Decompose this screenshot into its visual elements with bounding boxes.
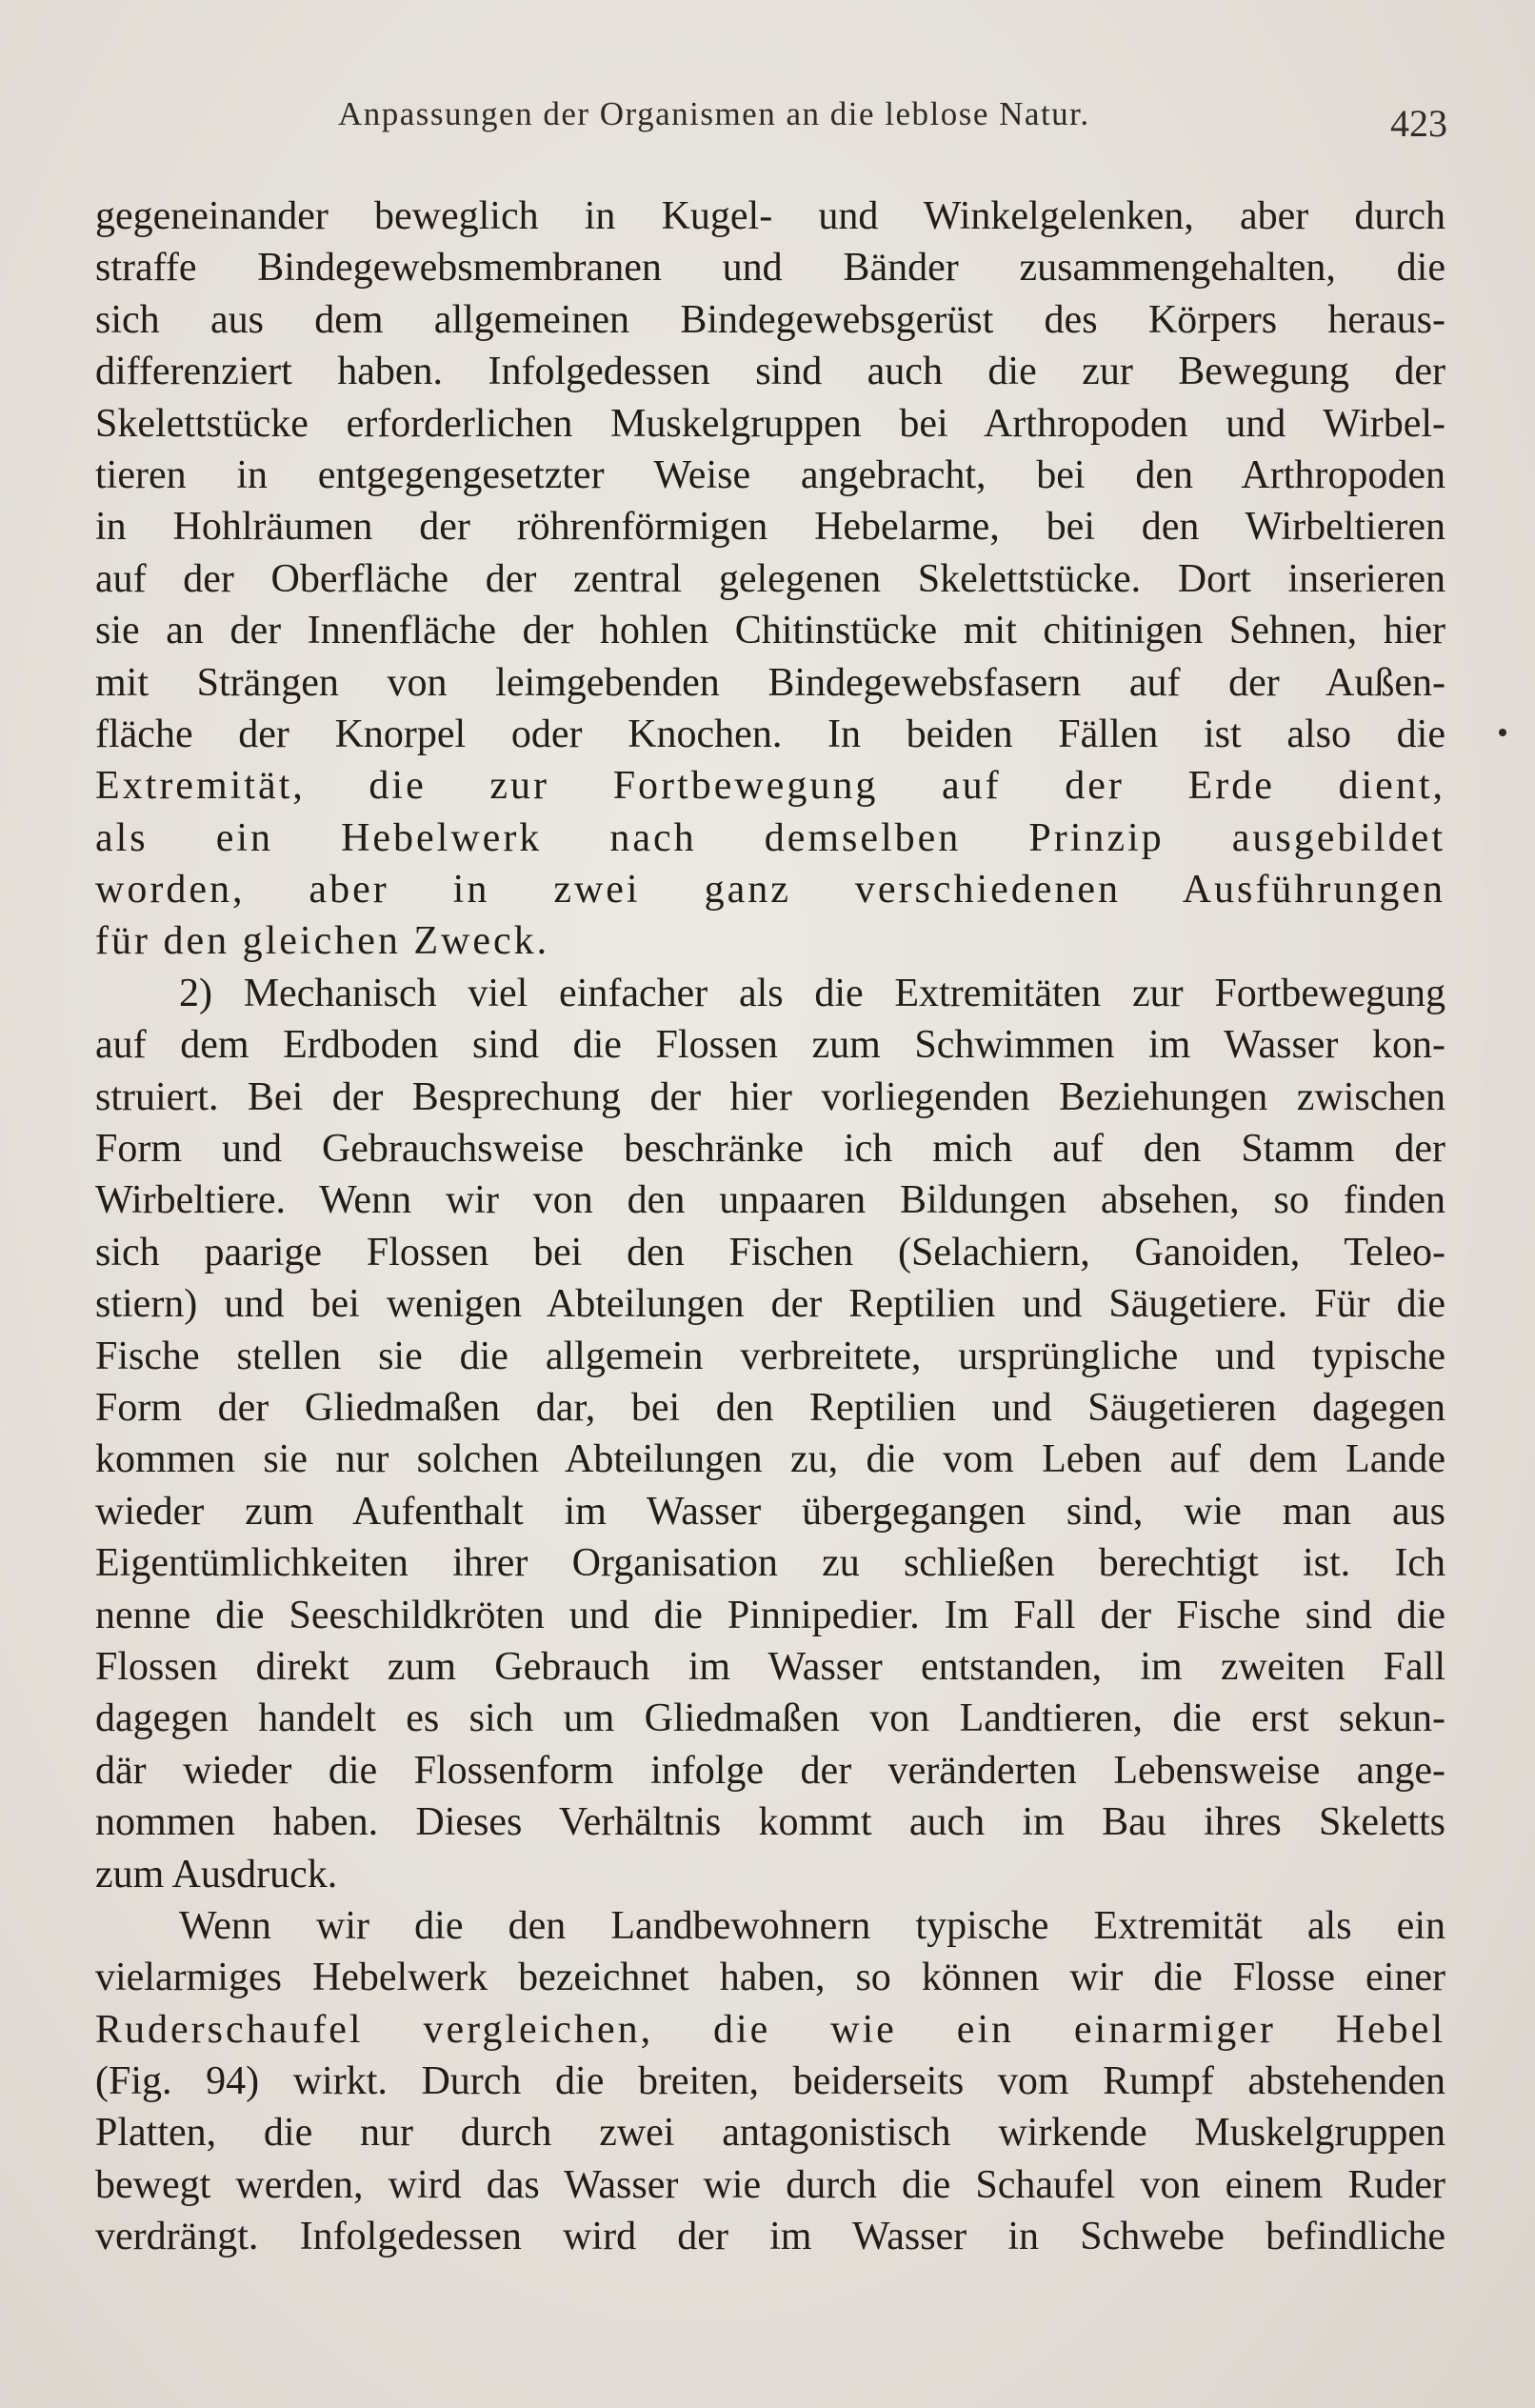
text-line: Wenn wir die den Landbewohnern typische Extremität als ein bbox=[179, 1903, 1445, 1948]
text-line: tieren in entgegengesetzter Weise angebracht, bei den Arthropoden bbox=[95, 452, 1445, 497]
text-line: gegeneinander beweglich in Kugel- und Winkelgelenken, aber durch bbox=[95, 194, 1445, 238]
text-line-spaced: als ein Hebelwerk nach demselben Prinzip ausgebildet bbox=[95, 815, 1445, 860]
text-line: sie an der Innenfläche der hohlen Chitinstücke mit chitinigen Sehnen, hier bbox=[95, 609, 1445, 653]
text-line: fläche der Knorpel oder Knochen. In beiden Fällen ist also die bbox=[95, 712, 1445, 756]
text-line: verdrängt. Infolgedessen wird der im Wasser in Schwebe befindliche bbox=[95, 2215, 1445, 2259]
text-line: struiert. Bei der Besprechung der hier vorliegenden Beziehungen zwischen bbox=[95, 1074, 1445, 1119]
text-line: bewegt werden, wird das Wasser wie durch die Schaufel von einem Ruder bbox=[95, 2162, 1445, 2207]
text-line: nenne die Seeschildkröten und die Pinnipedier. Im Fall der Fische sind die bbox=[95, 1593, 1445, 1637]
text-line: sich paarige Flossen bei den Fischen (Selachiern, Ganoiden, Teleo- bbox=[95, 1230, 1445, 1274]
text-line: nommen haben. Dieses Verhältnis kommt auch im Bau ihres Skeletts bbox=[95, 1800, 1445, 1845]
text-line-spaced: für den gleichen Zweck. bbox=[95, 919, 550, 964]
text-line: dagegen handelt es sich um Gliedmaßen von Landtieren, die erst sekun- bbox=[95, 1696, 1445, 1741]
margin-ink-dot bbox=[1499, 729, 1506, 736]
text-line: in Hohlräumen der röhrenförmigen Hebelarme, bei den Wirbeltieren bbox=[95, 505, 1445, 550]
running-head-title: Anpassungen der Organismen an die leblose Natur. bbox=[338, 95, 1090, 132]
text-line: Platten, die nur durch zwei antagonistisch wirkende Muskelgruppen bbox=[95, 2111, 1445, 2156]
text-line: Flossen direkt zum Gebrauch im Wasser entstanden, im zweiten Fall bbox=[95, 1644, 1445, 1689]
paragraph-3 bbox=[95, 1900, 1445, 2263]
text-line: wieder zum Aufenthalt im Wasser übergegangen sind, wie man aus bbox=[95, 1489, 1445, 1534]
text-line: Fische stellen sie die allgemein verbreitete, ursprüngliche und typische bbox=[95, 1334, 1445, 1378]
text-line: stiern) und bei wenigen Abteilungen der Reptilien und Säugetiere. Für die bbox=[95, 1282, 1445, 1327]
body-text bbox=[95, 191, 1445, 2263]
text-line: mit Strängen von leimgebenden Bindegewebsfasern auf der Außen- bbox=[95, 660, 1445, 705]
text-line: zum Ausdruck. bbox=[95, 1852, 338, 1896]
page-number: 423 bbox=[1390, 102, 1447, 145]
text-line: differenziert haben. Infolgedessen sind auch die zur Bewegung der bbox=[95, 350, 1445, 394]
text-line: Form und Gebrauchsweise beschränke ich mich auf den Stamm der bbox=[95, 1127, 1445, 1172]
paragraph-1 bbox=[95, 191, 1445, 968]
running-head bbox=[95, 95, 1447, 152]
text-line-spaced: worden, aber in zwei ganz verschiedenen Ausführungen bbox=[95, 868, 1445, 913]
text-line: där wieder die Flossenform infolge der veränderten Lebensweise ange- bbox=[95, 1748, 1445, 1793]
text-line: Skelettstücke erforderlichen Muskelgruppen bei Arthropoden und Wirbel- bbox=[95, 401, 1445, 446]
text-line: straffe Bindegewebsmembranen und Bänder zusammengehalten, die bbox=[95, 246, 1445, 291]
text-line: kommen sie nur solchen Abteilungen zu, die vom Leben auf dem Lande bbox=[95, 1437, 1445, 1482]
text-line-spaced: Extremität, die zur Fortbewegung auf der Erde dient, bbox=[95, 764, 1445, 809]
text-line: Eigentümlichkeiten ihrer Organisation zu schließen berechtigt ist. Ich bbox=[95, 1541, 1445, 1586]
text-line: sich aus dem allgemeinen Bindegewebsgerüst des Körpers heraus- bbox=[95, 297, 1445, 342]
paragraph-2 bbox=[95, 968, 1445, 1900]
text-line: auf der Oberfläche der zentral gelegenen Skelettstücke. Dort inserieren bbox=[95, 556, 1445, 601]
text-line: 2) Mechanisch viel einfacher als die Extremitäten zur Fortbewegung bbox=[179, 971, 1445, 1015]
text-line: vielarmiges Hebelwerk bezeichnet haben, so können wir die Flosse einer bbox=[95, 1956, 1445, 2000]
text-line-spaced: Ruderschaufel vergleichen, die wie ein einarmiger Hebel bbox=[95, 2007, 1445, 2052]
text-line: Wirbeltiere. Wenn wir von den unpaaren Bildungen absehen, so finden bbox=[95, 1178, 1445, 1223]
text-line: Form der Gliedmaßen dar, bei den Reptilien und Säugetieren dagegen bbox=[95, 1385, 1445, 1430]
text-line: (Fig. 94) wirkt. Durch die breiten, beiderseits vom Rumpf abstehenden bbox=[95, 2059, 1445, 2104]
text-line: auf dem Erdboden sind die Flossen zum Schwimmen im Wasser kon- bbox=[95, 1023, 1445, 1068]
